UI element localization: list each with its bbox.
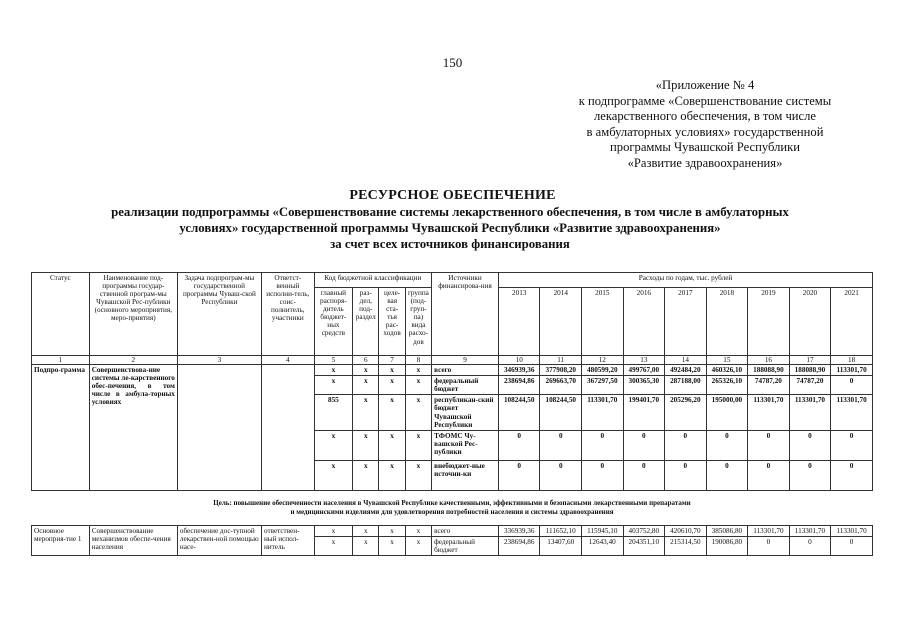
expense-value: 336939,36 (498, 525, 540, 536)
expense-value: 377908,20 (540, 365, 582, 376)
subprogram-name: Совершенствова-ние системы ле-карственного обес-печения, в том числе в амбула-торных условиях (89, 365, 177, 491)
expense-value: 300365,30 (623, 376, 665, 395)
expense-value: 0 (789, 460, 831, 490)
appendix-line: программы Чувашской Республики (610, 140, 800, 155)
budget-rz: x (353, 536, 379, 555)
expense-value: 190086,80 (706, 536, 748, 555)
expense-value: 74787,20 (748, 376, 790, 395)
column-number: 10 (498, 356, 540, 365)
header-status: Статус (32, 273, 90, 356)
budget-rz: x (353, 430, 379, 460)
column-number: 15 (706, 356, 748, 365)
budget-gr: x (314, 430, 352, 460)
expense-value: 111652,10 (540, 525, 582, 536)
expense-value: 205296,20 (665, 395, 707, 430)
budget-rz: x (353, 395, 379, 430)
expense-value: 238694,86 (498, 536, 540, 555)
budget-cs: x (379, 395, 405, 430)
funding-source: федеральный бюджет (432, 536, 499, 555)
budget-cs: x (379, 536, 405, 555)
column-number: 7 (379, 356, 405, 365)
expense-value: 215314,50 (665, 536, 707, 555)
expense-value: 480599,20 (582, 365, 624, 376)
budget-rz: x (353, 460, 379, 490)
expense-value: 199401,70 (623, 395, 665, 430)
expense-value: 0 (706, 430, 748, 460)
measure-executor: ответствен-ный испол-нитель (261, 525, 314, 555)
header-year: 2021 (831, 288, 873, 356)
subtitle-line: реализации подпрограммы «Совершенствование системы лекарственного обеспечения, в том числе в амбулаторных (111, 205, 789, 219)
column-number: 18 (831, 356, 873, 365)
appendix-line: в амбулаторных условиях» государственной (586, 124, 824, 139)
expense-value: 0 (665, 460, 707, 490)
expense-value: 0 (623, 430, 665, 460)
budget-vr: x (405, 525, 431, 536)
funding-source: всего (432, 525, 499, 536)
budget-vr: x (405, 536, 431, 555)
column-number: 17 (789, 356, 831, 365)
goal-text (32, 490, 873, 525)
column-number: 12 (582, 356, 624, 365)
budget-gr: x (314, 376, 352, 395)
appendix-block (555, 78, 855, 172)
header-year: 2017 (665, 288, 707, 356)
budget-cs: x (379, 376, 405, 395)
expense-value: 0 (748, 536, 790, 555)
column-number: 9 (432, 356, 499, 365)
expense-value: 0 (498, 430, 540, 460)
expense-value: 265326,10 (706, 376, 748, 395)
budget-gr: x (314, 536, 352, 555)
expense-value: 0 (831, 376, 873, 395)
expense-value: 0 (665, 430, 707, 460)
expense-value: 108244,50 (498, 395, 540, 430)
header-year: 2013 (498, 288, 540, 356)
goal-line: и медицинскими изделиями для удовлетворения потребностей населения и системы здравоохранения (290, 508, 614, 517)
expense-value: 113301,70 (582, 395, 624, 430)
measure-name: Совершенствование механизмов обеспе-чения населения (89, 525, 177, 555)
expense-value: 492484,20 (665, 365, 707, 376)
expense-value: 195000,00 (706, 395, 748, 430)
header-budget-gr: главный распоря-дитель бюджет-ных средств (314, 288, 352, 356)
expense-value: 12643,40 (582, 536, 624, 555)
subprogram-task (177, 365, 261, 491)
page-number: 150 (442, 55, 463, 70)
expense-value: 0 (706, 460, 748, 490)
expense-value: 188088,90 (748, 365, 790, 376)
expense-value: 460326,10 (706, 365, 748, 376)
column-number: 4 (261, 356, 314, 365)
header-expenses: Расходы по годам, тыс. рублей (498, 273, 872, 288)
header-year: 2014 (540, 288, 582, 356)
appendix-line: к подпрограмме «Совершенствование системы (578, 93, 832, 108)
budget-cs: x (379, 525, 405, 536)
expense-value: 0 (831, 536, 873, 555)
table-row (32, 525, 873, 536)
column-number: 11 (540, 356, 582, 365)
header-sources: Источники финансирова-ния (432, 273, 499, 356)
budget-vr: x (405, 365, 431, 376)
header-year: 2015 (582, 288, 624, 356)
expense-value: 0 (582, 460, 624, 490)
column-number: 3 (177, 356, 261, 365)
header-year: 2016 (623, 288, 665, 356)
expense-value: 269663,70 (540, 376, 582, 395)
expense-value: 0 (582, 430, 624, 460)
funding-source: ТФОМС Чу-вашской Рес-публики (432, 430, 499, 460)
subtitle-line: условиях» государственной программы Чувашской Республики «Развитие здравоохранения» (179, 220, 721, 235)
expense-value: 0 (789, 430, 831, 460)
appendix-line: «Приложение № 4 (655, 78, 755, 92)
column-number: 1 (32, 356, 90, 365)
funding-source: федеральный бюджет (432, 376, 499, 395)
column-number: 6 (353, 356, 379, 365)
header-budget-code: Код бюджетной классификации (314, 273, 431, 288)
table-row (32, 365, 873, 376)
expense-value: 403752,80 (623, 525, 665, 536)
expense-value: 0 (831, 460, 873, 490)
expense-value: 13407,60 (540, 536, 582, 555)
header-budget-cs: целе-вая ста-тья рас-ходов (379, 288, 405, 356)
budget-gr: x (314, 365, 352, 376)
expense-value: 108244,50 (540, 395, 582, 430)
subtitle-line: за счет всех источников финансирования (330, 236, 570, 251)
budget-cs: x (379, 365, 405, 376)
appendix-line: лекарственного обеспечения, в том числе (593, 109, 816, 124)
expense-value: 385086,80 (706, 525, 748, 536)
expense-value: 0 (623, 460, 665, 490)
subprogram-status: Подпро-грамма (32, 365, 90, 491)
expense-value: 367297,50 (582, 376, 624, 395)
expense-value: 0 (540, 460, 582, 490)
expense-value: 287188,00 (665, 376, 707, 395)
header-name: Наименование под-программы государ-ственной програм-мы Чувашской Рес-публики (основного мероприятия, меро-приятия) (89, 273, 177, 356)
measure-status: Основное мероприя-тие 1 (32, 525, 90, 555)
subprogram-executor (261, 365, 314, 491)
goal-line: Цель: повышение обеспеченности населения в Чувашской Республике качественными, эффективными и безопасными лекарственными препаратами (213, 498, 691, 507)
document-subtitle (60, 205, 840, 252)
column-number: 8 (405, 356, 431, 365)
expense-value: 0 (831, 430, 873, 460)
column-number: 13 (623, 356, 665, 365)
budget-gr: 855 (314, 395, 352, 430)
expense-value: 113301,70 (831, 525, 873, 536)
measure-task: обеспечение дос-тупной лекарствен-ной помощью насе- (177, 525, 261, 555)
document-title: РЕСУРСНОЕ ОБЕСПЕЧЕНИЕ (349, 188, 556, 203)
budget-vr: x (405, 460, 431, 490)
header-budget-vr: группа (под-груп-па) вида расхо-дов (405, 288, 431, 356)
expense-value: 0 (748, 460, 790, 490)
goal-row (32, 490, 873, 525)
header-task: Задача подпрограм-мы государственной программы Чуваш-ской Республики (177, 273, 261, 356)
funding-source: республикан-ский бюджет Чувашской Республики (432, 395, 499, 430)
appendix-line: «Развитие здравоохранения» (627, 155, 783, 170)
expense-value: 0 (789, 536, 831, 555)
column-number: 14 (665, 356, 707, 365)
header-year: 2019 (748, 288, 790, 356)
budget-vr: x (405, 430, 431, 460)
budget-vr: x (405, 395, 431, 430)
budget-rz: x (353, 525, 379, 536)
expense-value: 420610,70 (665, 525, 707, 536)
expense-value: 115945,10 (582, 525, 624, 536)
expense-value: 113301,70 (831, 395, 873, 430)
resource-table (31, 272, 873, 556)
funding-source: внебюджет-ные источни-ки (432, 460, 499, 490)
column-number-row (32, 356, 873, 365)
expense-value: 238694,86 (498, 376, 540, 395)
expense-value: 113301,70 (748, 395, 790, 430)
budget-rz: x (353, 376, 379, 395)
expense-value: 188088,90 (789, 365, 831, 376)
expense-value: 74787,20 (789, 376, 831, 395)
header-budget-rz: раз-дел, под-раздел (353, 288, 379, 356)
expense-value: 0 (498, 460, 540, 490)
column-number: 2 (89, 356, 177, 365)
expense-value: 0 (540, 430, 582, 460)
budget-rz: x (353, 365, 379, 376)
budget-gr: x (314, 460, 352, 490)
expense-value: 113301,70 (831, 365, 873, 376)
expense-value: 113301,70 (789, 395, 831, 430)
expense-value: 0 (748, 430, 790, 460)
expense-value: 204351,10 (623, 536, 665, 555)
budget-gr: x (314, 525, 352, 536)
budget-cs: x (379, 430, 405, 460)
header-year: 2018 (706, 288, 748, 356)
column-number: 16 (748, 356, 790, 365)
header-executor: Ответст-венный исполни-тель, соис-полнитель, участники (261, 273, 314, 356)
column-number: 5 (314, 356, 352, 365)
header-year: 2020 (789, 288, 831, 356)
expense-value: 113301,70 (748, 525, 790, 536)
funding-source: всего (432, 365, 499, 376)
expense-value: 113301,70 (789, 525, 831, 536)
budget-cs: x (379, 460, 405, 490)
expense-value: 346939,36 (498, 365, 540, 376)
budget-vr: x (405, 376, 431, 395)
expense-value: 499767,00 (623, 365, 665, 376)
